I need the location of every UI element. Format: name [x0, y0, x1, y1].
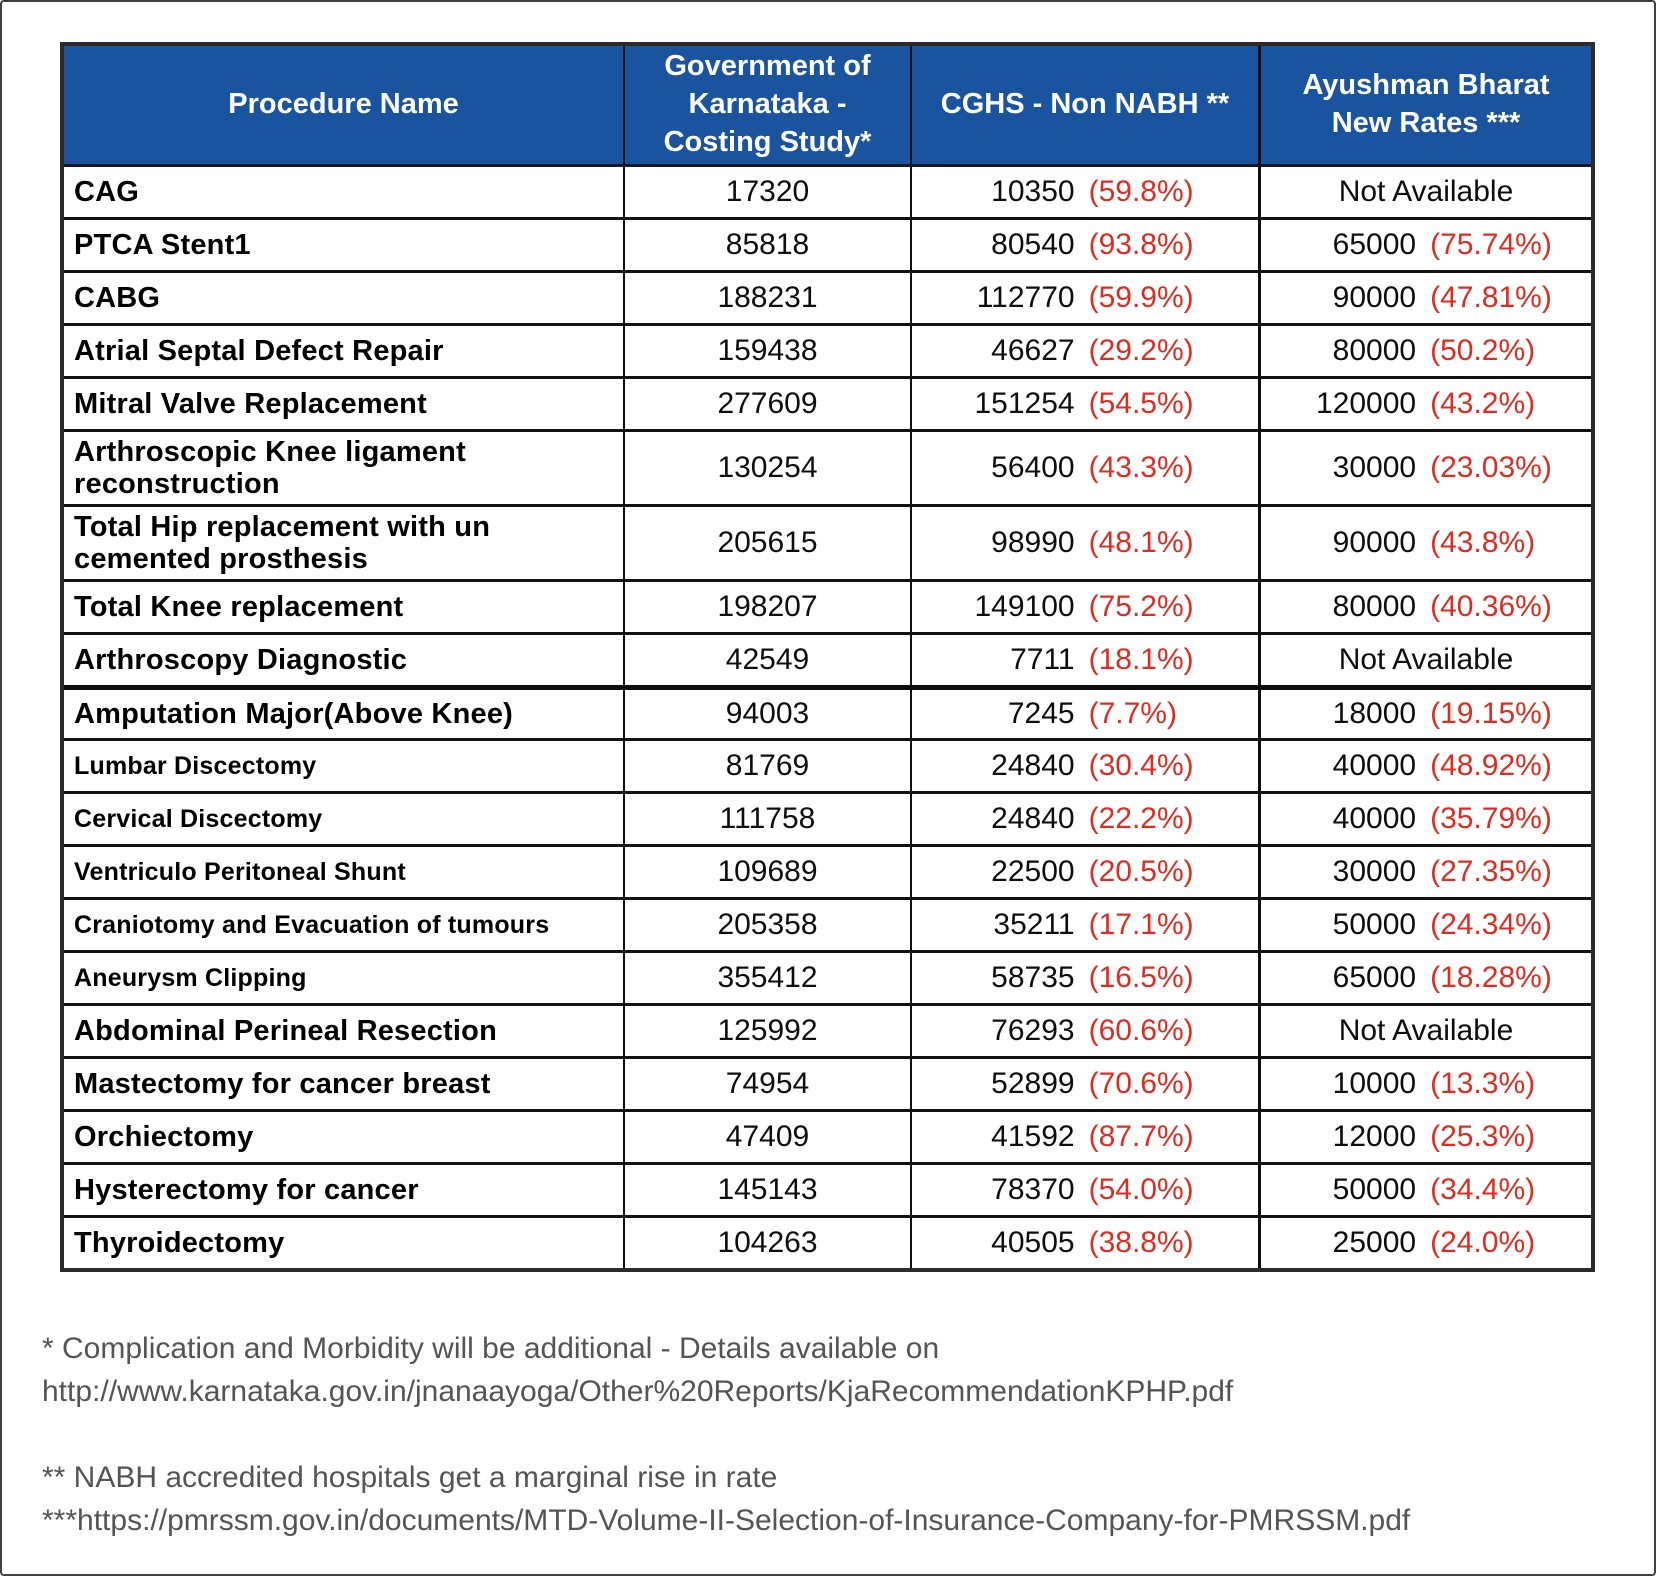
karnataka-cost-cell [623, 1006, 910, 1056]
ayushman-cell [1258, 167, 1591, 217]
ayushman-percent: (48.92%) [1430, 749, 1552, 782]
ayushman-cell [1258, 847, 1591, 897]
cghs-cost: 78370 [991, 1173, 1075, 1206]
cghs-cell [910, 1006, 1258, 1056]
cghs-cell [910, 1165, 1258, 1215]
procedure-name: Aneurysm Clipping [74, 964, 307, 992]
procedure-cell [64, 220, 623, 270]
karnataka-cost: 74954 [725, 1067, 810, 1100]
ayushman-cost: 65000 [1332, 228, 1417, 261]
procedure-name: CABG [74, 281, 161, 314]
procedure-cell [64, 167, 623, 217]
cghs-cost: 35211 [993, 908, 1075, 941]
karnataka-cost: 205358 [717, 908, 818, 941]
table-row [64, 323, 1591, 376]
ayushman-percent: (23.03%) [1430, 451, 1552, 484]
cghs-percent: (17.1%) [1088, 908, 1194, 941]
procedure-name: Ventriculo Peritoneal Shunt [74, 858, 406, 886]
cghs-cost: 58735 [991, 961, 1075, 994]
karnataka-cost-cell [623, 690, 910, 738]
footnotes [42, 1328, 1638, 1586]
cghs-percent: (60.6%) [1088, 1014, 1194, 1047]
table-row [64, 167, 1591, 217]
procedure-name: Lumbar Discectomy [74, 752, 317, 780]
karnataka-cost: 277609 [717, 387, 818, 420]
ayushman-percent: (25.3%) [1430, 1120, 1536, 1153]
karnataka-cost-cell [623, 1112, 910, 1162]
karnataka-cost-cell [623, 794, 910, 844]
cghs-cell [910, 220, 1258, 270]
table-row [64, 950, 1591, 1003]
ayushman-cost: 12000 [1332, 1120, 1417, 1153]
procedure-cell [64, 741, 623, 791]
karnataka-cost: 355412 [717, 961, 818, 994]
procedure-cell [64, 635, 623, 685]
ayushman-cost: 65000 [1332, 961, 1417, 994]
ayushman-percent: (50.2%) [1430, 334, 1536, 367]
cghs-cost: 10350 [991, 175, 1075, 208]
karnataka-cost: 42549 [725, 643, 810, 676]
cghs-cost: 76293 [991, 1014, 1075, 1047]
ayushman-cell [1258, 1006, 1591, 1056]
ayushman-cell [1258, 1112, 1591, 1162]
table-row [64, 1056, 1591, 1109]
cghs-cell [910, 953, 1258, 1003]
cghs-cost: 112770 [976, 281, 1075, 314]
karnataka-cost-cell [623, 1059, 910, 1109]
karnataka-cost-cell [623, 220, 910, 270]
procedure-name: Orchiectomy [74, 1120, 254, 1153]
cghs-cell [910, 794, 1258, 844]
cghs-cell [910, 847, 1258, 897]
header-procedure-name: Procedure Name [228, 88, 459, 121]
cghs-cost: 46627 [991, 334, 1075, 367]
ayushman-cell [1258, 1218, 1591, 1268]
procedure-cell [64, 794, 623, 844]
table-row [64, 685, 1591, 738]
ayushman-cost: 80000 [1332, 590, 1417, 623]
cghs-percent: (16.5%) [1088, 961, 1194, 994]
karnataka-cost-cell [623, 273, 910, 323]
ayushman-cost: 90000 [1332, 281, 1417, 314]
ayushman-cell [1258, 507, 1591, 579]
procedure-cell [64, 1059, 623, 1109]
karnataka-cost: 125992 [717, 1014, 818, 1047]
cghs-cell [910, 167, 1258, 217]
ayushman-cost: 30000 [1332, 855, 1417, 888]
karnataka-cost-cell [623, 1218, 910, 1268]
karnataka-cost: 104263 [717, 1226, 818, 1259]
ayushman-cell [1258, 900, 1591, 950]
ayushman-percent: (34.4%) [1430, 1173, 1536, 1206]
cghs-percent: (7.7%) [1088, 697, 1177, 730]
procedure-cell [64, 582, 623, 632]
table-row [64, 791, 1591, 844]
table-body [64, 167, 1591, 1268]
ayushman-percent: (47.81%) [1430, 281, 1552, 314]
karnataka-cost-cell [623, 953, 910, 1003]
procedure-name: Cervical Discectomy [74, 805, 323, 833]
footnote-nabh-note: ** NABH accredited hospitals get a marginal rise in rate [42, 1461, 778, 1495]
karnataka-cost: 159438 [717, 334, 818, 367]
karnataka-cost: 81769 [725, 749, 810, 782]
ayushman-percent: (27.35%) [1430, 855, 1552, 888]
ayushman-cell [1258, 794, 1591, 844]
karnataka-cost-cell [623, 900, 910, 950]
procedure-name: Total Hip replacement with un cemented prosthesis [74, 510, 491, 575]
karnataka-cost: 85818 [725, 228, 810, 261]
cghs-percent: (59.9%) [1088, 281, 1194, 314]
karnataka-cost: 109689 [717, 855, 818, 888]
cghs-percent: (59.8%) [1088, 175, 1194, 208]
cghs-percent: (54.5%) [1088, 387, 1194, 420]
ayushman-cell [1258, 582, 1591, 632]
ayushman-cell [1258, 635, 1591, 685]
procedure-cell [64, 1112, 623, 1162]
ayushman-percent: (24.34%) [1430, 908, 1552, 941]
cghs-cost: 80540 [991, 228, 1075, 261]
footnote-complication-note: * Complication and Morbidity will be additional - Details available on [42, 1332, 940, 1365]
cghs-cell [910, 635, 1258, 685]
karnataka-cost: 94003 [725, 697, 810, 730]
table-row [64, 579, 1591, 632]
cghs-cell [910, 690, 1258, 738]
procedure-name: Mastectomy for cancer breast [74, 1067, 491, 1100]
table-row [64, 217, 1591, 270]
karnataka-cost: 111758 [719, 802, 816, 835]
ayushman-cost: 10000 [1332, 1067, 1417, 1100]
ayushman-percent: (43.8%) [1430, 526, 1536, 559]
cghs-cost: 41592 [991, 1120, 1075, 1153]
header-ayushman-bharat-new-rates: Ayushman Bharat New Rates *** [1258, 46, 1591, 164]
karnataka-cost: 205615 [717, 526, 818, 559]
cghs-cost: 151254 [974, 387, 1075, 420]
header-cghs-non-nabh: CGHS - Non NABH ** [910, 46, 1258, 164]
karnataka-cost-cell [623, 379, 910, 429]
cghs-percent: (18.1%) [1088, 643, 1194, 676]
cghs-percent: (30.4%) [1088, 749, 1194, 782]
cghs-cost: 149100 [974, 590, 1075, 623]
cghs-cell [910, 1059, 1258, 1109]
cghs-cell [910, 582, 1258, 632]
cghs-cost: 24840 [991, 802, 1075, 835]
cghs-cell [910, 1218, 1258, 1268]
ayushman-cost: 80000 [1332, 334, 1417, 367]
ayushman-percent: (24.0%) [1430, 1226, 1536, 1259]
ayushman-not-available: Not Available [1338, 643, 1514, 676]
ayushman-percent: (35.79%) [1430, 802, 1552, 835]
ayushman-percent: (13.3%) [1430, 1067, 1536, 1100]
cghs-percent: (70.6%) [1088, 1067, 1194, 1100]
footnote-pmrssm-url: ***https://pmrssm.gov.in/documents/MTD-Volume-II-Selection-of-Insurance-Company-for-PMRSSM.pdf [42, 1503, 1411, 1537]
ayushman-cell [1258, 741, 1591, 791]
karnataka-cost-cell [623, 167, 910, 217]
cghs-cell [910, 273, 1258, 323]
procedure-name: Arthroscopic Knee ligament reconstruction [74, 435, 466, 500]
cghs-cost: 52899 [991, 1067, 1075, 1100]
cghs-percent: (22.2%) [1088, 802, 1194, 835]
ayushman-not-available: Not Available [1338, 175, 1514, 208]
ayushman-percent: (18.28%) [1430, 961, 1552, 994]
procedure-name: Hysterectomy for cancer [74, 1173, 419, 1206]
cghs-percent: (38.8%) [1088, 1226, 1194, 1259]
table-row [64, 1162, 1591, 1215]
karnataka-cost-cell [623, 741, 910, 791]
ayushman-not-available: Not Available [1338, 1014, 1514, 1047]
table-row [64, 1109, 1591, 1162]
cghs-cost: 40505 [991, 1226, 1075, 1259]
procedure-cell [64, 432, 623, 504]
cghs-cell [910, 1112, 1258, 1162]
procedure-name: CAG [74, 175, 140, 208]
table-row [64, 897, 1591, 950]
ayushman-cost: 120000 [1315, 387, 1417, 420]
karnataka-cost-cell [623, 326, 910, 376]
table-row [64, 429, 1591, 504]
procedure-name: Craniotomy and Evacuation of tumours [74, 911, 550, 939]
ayushman-percent: (75.74%) [1430, 228, 1552, 261]
cghs-percent: (87.7%) [1088, 1120, 1194, 1153]
ayushman-cell [1258, 1165, 1591, 1215]
table-row [64, 376, 1591, 429]
ayushman-cell [1258, 953, 1591, 1003]
cghs-percent: (75.2%) [1088, 590, 1194, 623]
cghs-cost: 22500 [991, 855, 1075, 888]
procedure-name: Thyroidectomy [74, 1226, 285, 1259]
table-row [64, 1215, 1591, 1268]
ayushman-cost: 18000 [1332, 697, 1417, 730]
footnote-karnataka-report-url: http://www.karnataka.gov.in/jnanaayoga/Other%20Reports/KjaRecommendationKPHP.pdf [42, 1374, 1234, 1408]
cghs-percent: (29.2%) [1088, 334, 1194, 367]
ayushman-cell [1258, 326, 1591, 376]
procedure-name: Atrial Septal Defect Repair [74, 334, 444, 367]
ayushman-percent: (40.36%) [1430, 590, 1552, 623]
procedure-cell [64, 953, 623, 1003]
procedure-name: Arthroscopy Diagnostic [74, 643, 408, 676]
procedure-cell [64, 1218, 623, 1268]
karnataka-cost: 145143 [717, 1173, 818, 1206]
procedure-cell [64, 326, 623, 376]
karnataka-cost: 198207 [717, 590, 818, 623]
karnataka-cost-cell [623, 507, 910, 579]
procedure-rates-table [60, 42, 1595, 1272]
footnote-costing-study [42, 1328, 1638, 1413]
procedure-cell [64, 900, 623, 950]
table-row [64, 844, 1591, 897]
karnataka-cost-cell [623, 847, 910, 897]
header-karnataka-costing-study: Government of Karnataka - Costing Study* [623, 46, 910, 164]
cghs-percent: (54.0%) [1088, 1173, 1194, 1206]
ayushman-cell [1258, 1059, 1591, 1109]
ayushman-cost: 50000 [1332, 908, 1417, 941]
procedure-name: Amputation Major(Above Knee) [74, 697, 513, 730]
karnataka-cost: 47409 [725, 1120, 810, 1153]
ayushman-cost: 40000 [1332, 802, 1417, 835]
ayushman-cost: 50000 [1332, 1173, 1417, 1206]
cghs-cell [910, 900, 1258, 950]
karnataka-cost-cell [623, 1165, 910, 1215]
ayushman-percent: (43.2%) [1430, 387, 1536, 420]
procedure-name: Abdominal Perineal Resection [74, 1014, 497, 1047]
ayushman-cell [1258, 379, 1591, 429]
procedure-cell [64, 1006, 623, 1056]
cghs-cost: 7711 [1010, 643, 1075, 676]
cghs-percent: (93.8%) [1088, 228, 1194, 261]
ayushman-percent: (19.15%) [1430, 697, 1552, 730]
procedure-cell [64, 690, 623, 738]
karnataka-cost: 17320 [725, 175, 810, 208]
cghs-cost: 98990 [991, 526, 1075, 559]
procedure-name: PTCA Stent1 [74, 228, 251, 261]
table-row [64, 738, 1591, 791]
karnataka-cost-cell [623, 635, 910, 685]
cghs-cell [910, 507, 1258, 579]
cghs-percent: (20.5%) [1088, 855, 1194, 888]
procedure-cell [64, 1165, 623, 1215]
table-header-row [64, 46, 1591, 167]
ayushman-cell [1258, 220, 1591, 270]
karnataka-cost-cell [623, 582, 910, 632]
procedure-cell [64, 847, 623, 897]
footnote-nabh-and-pmrssm [42, 1457, 1638, 1542]
cghs-cell [910, 741, 1258, 791]
ayushman-cost: 90000 [1332, 526, 1417, 559]
ayushman-cost: 30000 [1332, 451, 1417, 484]
ayushman-cell [1258, 273, 1591, 323]
table-row [64, 632, 1591, 685]
cghs-cost: 56400 [991, 451, 1075, 484]
procedure-cell [64, 273, 623, 323]
ayushman-cell [1258, 690, 1591, 738]
procedure-name: Total Knee replacement [74, 590, 404, 623]
karnataka-cost: 130254 [717, 451, 818, 484]
cghs-percent: (43.3%) [1088, 451, 1194, 484]
ayushman-cell [1258, 432, 1591, 504]
ayushman-cost: 40000 [1332, 749, 1417, 782]
karnataka-cost-cell [623, 432, 910, 504]
table-row [64, 1003, 1591, 1056]
cghs-cost: 7245 [1007, 697, 1075, 730]
procedure-cell [64, 507, 623, 579]
table-row [64, 270, 1591, 323]
cghs-cell [910, 379, 1258, 429]
table-row [64, 504, 1591, 579]
cghs-percent: (48.1%) [1088, 526, 1194, 559]
cghs-cost: 24840 [991, 749, 1075, 782]
karnataka-cost: 188231 [717, 281, 818, 314]
procedure-cell [64, 379, 623, 429]
cghs-cell [910, 432, 1258, 504]
procedure-name: Mitral Valve Replacement [74, 387, 427, 420]
ayushman-cost: 25000 [1332, 1226, 1417, 1259]
cghs-cell [910, 326, 1258, 376]
